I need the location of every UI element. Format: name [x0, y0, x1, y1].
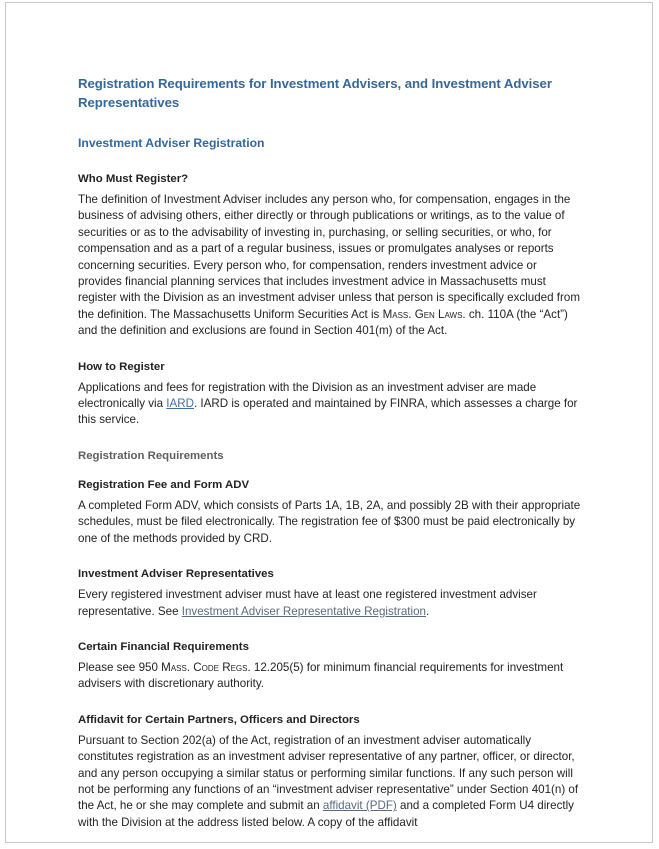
paragraph-text-segment: Applications and fees for registration with the Division as an investment adviser are made electronically via — [78, 380, 537, 411]
paragraph-how-to-register — [78, 380, 582, 429]
paragraph-text-segment: . — [426, 604, 430, 618]
paragraph-registration-fee-and-form-adv: A completed Form ADV, which consists of Parts 1A, 1B, 2A, and possibly 2B with their appropriate schedules, must be filed electronically. The registration fee of $300 must be paid electronically by one of the methods provided by CRD. — [78, 498, 581, 545]
paragraph-text-segment: Please see 950 — [78, 660, 162, 674]
paragraph-certain-financial-requirements — [78, 660, 582, 693]
link-affidavit-pdf[interactable]: affidavit (PDF) — [322, 799, 397, 813]
section-heading-registration-requirements: Registration Requirements — [78, 449, 224, 462]
page-title: Registration Requirements for Investment Advisers, and Investment Adviser Representatives — [78, 76, 552, 110]
subheading-investment-adviser-representatives: Investment Adviser Representatives — [78, 568, 274, 581]
paragraph-text-segment: 12.205(5) for minimum financial requirements for investment advisers with discretionary authority. — [78, 660, 564, 691]
subheading-certain-financial-requirements: Certain Financial Requirements — [78, 640, 249, 653]
document-page — [5, 2, 653, 843]
link-iard[interactable]: IARD — [166, 397, 194, 411]
link-investment-adviser-representative-registration[interactable]: Investment Adviser Representative Registration — [181, 604, 426, 618]
paragraph-text-segment: Every registered investment adviser must have at least one registered investment adviser representative. See — [78, 588, 537, 618]
section-heading-investment-adviser-registration: Investment Adviser Registration — [78, 136, 265, 150]
subheading-registration-fee-and-form-adv: Registration Fee and Form ADV — [78, 478, 250, 491]
paragraph-text-segment: The definition of Investment Adviser includes any person who, for compensation, engages in the business of advising others, either directly or through publications or writings, as to the value of securities or as to the advisability of investing in, purchasing, or selling securities, or who, for compensation and as a part of a regular business, issues or promulgates analyses or reports concerning securities. Every person who, for compensation, renders investment advice or provides financial planning services that includes investment advice in Massachusetts must register with the Division as an investment adviser unless that person is specifically excluded from the definition. The Massachusetts Uniform Securities Act is — [78, 193, 580, 321]
citation-mass-code-regs: Mass. Code Regs. — [161, 660, 251, 674]
paragraph-text-segment: Pursuant to Section 202(a) of the Act, registration of an investment adviser automatically constitutes registration as an investment adviser representative of any partner, officer, or director, and any person occupying a similar status or performing similar functions. If any such person will not be performing any functions of an “investment adviser representative” under Section 401(n) of the Act, he or she may complete and submit an — [78, 733, 579, 813]
paragraph-affidavit — [78, 733, 582, 831]
citation-mass-gen-laws: Mass. Gen Laws. — [382, 307, 466, 321]
subheading-affidavit-for-certain-partners-officers-and-directors: Affidavit for Certain Partners, Officers and Directors — [78, 713, 360, 726]
paragraph-text-segment: and a completed Form U4 directly with the Division at the address listed below. A copy of the affidavit — [78, 799, 574, 829]
subheading-who-must-register: Who Must Register? — [78, 173, 189, 185]
document-body — [78, 75, 582, 831]
paragraph-investment-adviser-representatives — [78, 587, 582, 620]
paragraph-text-segment: . IARD is operated and maintained by FINRA, which assesses a charge for this service. — [78, 397, 578, 427]
paragraph-text-segment: ch. 110A (the “Act”) and the definition and exclusions are found in Section 401(m) of the Act. — [78, 307, 568, 338]
subheading-how-to-register: How to Register — [78, 360, 165, 373]
paragraph-who-must-register — [78, 192, 582, 340]
